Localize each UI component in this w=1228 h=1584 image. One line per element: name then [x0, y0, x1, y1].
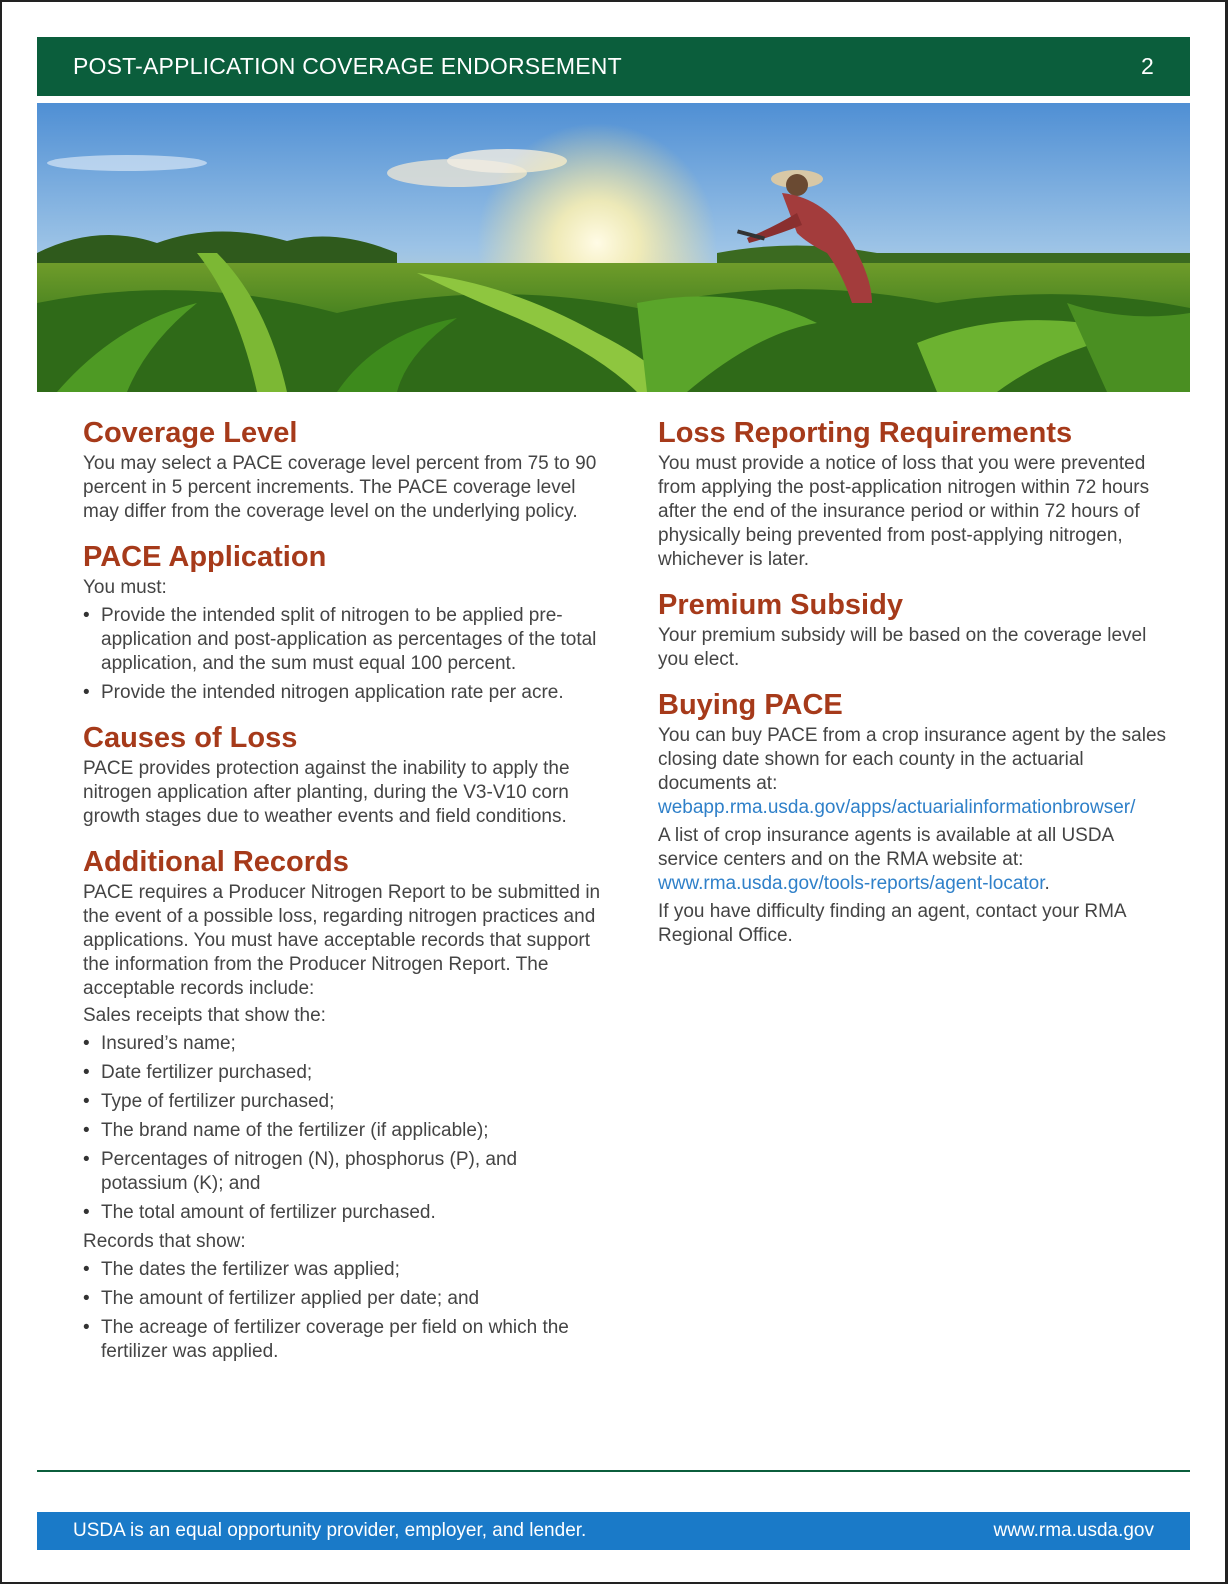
buying-pace-text-1 — [658, 724, 1178, 820]
agent-locator-link[interactable]: www.rma.usda.gov/tools-reports/agent-locator — [658, 873, 1045, 894]
page-number: 2 — [1141, 53, 1154, 79]
premium-subsidy-text: Your premium subsidy will be based on the coverage level you elect. — [658, 625, 1147, 670]
list-item: • The total amount of fertilizer purchased. — [83, 1201, 603, 1225]
records-intro: Records that show: — [83, 1231, 246, 1252]
additional-records-section — [83, 845, 603, 1364]
list-item: • Provide the intended split of nitrogen to be applied pre- application and post-application as percentages of the total application, and the sum must equal 100 percent. — [83, 604, 603, 676]
additional-records-heading: Additional Records — [83, 846, 349, 878]
buying-pace-text-3: If you have difficulty finding an agent, contact your RMA Regional Office. — [658, 901, 1126, 946]
additional-records-text: PACE requires a Producer Nitrogen Report to be submitted in the event of a possible loss, regarding nitrogen practices and applications. You must have acceptable records that support the information from the Producer Nitrogen Report. The acceptable records include: — [83, 882, 601, 999]
loss-reporting-section — [658, 416, 1178, 572]
list-item: • The amount of fertilizer applied per date; and — [83, 1287, 603, 1311]
header-bar — [37, 37, 1190, 96]
buying-pace-text-2 — [658, 824, 1178, 896]
loss-reporting-heading: Loss Reporting Requirements — [658, 417, 1073, 449]
loss-reporting-text: You must provide a notice of loss that you were prevented from applying the post-application nitrogen within 72 hours after the end of the insurance period or within 72 hours of physically being prevented from post-applying nitrogen, whichever is later. — [658, 453, 1150, 570]
records-list — [83, 1258, 603, 1364]
list-item: • Type of fertilizer purchased; — [83, 1090, 603, 1114]
list-item: • The dates the fertilizer was applied; — [83, 1258, 603, 1282]
pace-application-section — [83, 540, 603, 705]
list-item: • Date fertilizer purchased; — [83, 1061, 603, 1085]
causes-of-loss-heading: Causes of Loss — [83, 722, 298, 754]
pace-application-list — [83, 604, 603, 705]
list-item: • The brand name of the fertilizer (if applicable); — [83, 1119, 603, 1143]
list-item: • The acreage of fertilizer coverage per field on which the fertilizer was applied. — [83, 1316, 603, 1364]
buying-pace-text-1-body: You can buy PACE from a crop insurance agent by the sales closing date shown for each county in the actuarial documents at: — [658, 725, 1167, 794]
coverage-level-section — [83, 416, 603, 524]
header-title: POST-APPLICATION COVERAGE ENDORSEMENT — [73, 53, 622, 79]
footer-statement: USDA is an equal opportunity provider, employer, and lender. — [73, 1520, 587, 1541]
left-column — [83, 416, 603, 1380]
list-item: • Provide the intended nitrogen application rate per acre. — [83, 681, 603, 705]
footer-bar — [37, 1512, 1190, 1550]
buying-pace-text-2-end: . — [1044, 873, 1050, 894]
cornfield-photo — [37, 103, 1190, 392]
sales-receipts-intro: Sales receipts that show the: — [83, 1005, 326, 1026]
sales-receipts-list — [83, 1032, 603, 1225]
footer-divider — [37, 1470, 1190, 1472]
actuarial-browser-link[interactable]: webapp.rma.usda.gov/apps/actuarialinformationbrowser/ — [658, 797, 1136, 818]
coverage-level-heading: Coverage Level — [83, 417, 298, 449]
right-column — [658, 416, 1178, 964]
buying-pace-heading: Buying PACE — [658, 689, 843, 721]
pace-application-heading: PACE Application — [83, 541, 327, 573]
causes-of-loss-section — [83, 721, 603, 829]
list-item: • Percentages of nitrogen (N), phosphorus (P), and potassium (K); and — [83, 1148, 603, 1196]
buying-pace-text-2-body: A list of crop insurance agents is available at all USDA service centers and on the RMA website at: — [658, 825, 1114, 870]
premium-subsidy-section — [658, 588, 1178, 672]
footer-website-link[interactable]: www.rma.usda.gov — [993, 1520, 1154, 1541]
pace-application-intro: You must: — [83, 577, 167, 598]
premium-subsidy-heading: Premium Subsidy — [658, 589, 903, 621]
causes-of-loss-text: PACE provides protection against the inability to apply the nitrogen application after planting, during the V3-V10 corn growth stages due to weather events and field conditions. — [83, 758, 570, 827]
buying-pace-section — [658, 688, 1178, 948]
hero-image — [37, 103, 1190, 392]
list-item: • Insured’s name; — [83, 1032, 603, 1056]
coverage-level-text: You may select a PACE coverage level percent from 75 to 90 percent in 5 percent increments. The PACE coverage level may differ from the coverage level on the underlying policy. — [83, 453, 597, 522]
